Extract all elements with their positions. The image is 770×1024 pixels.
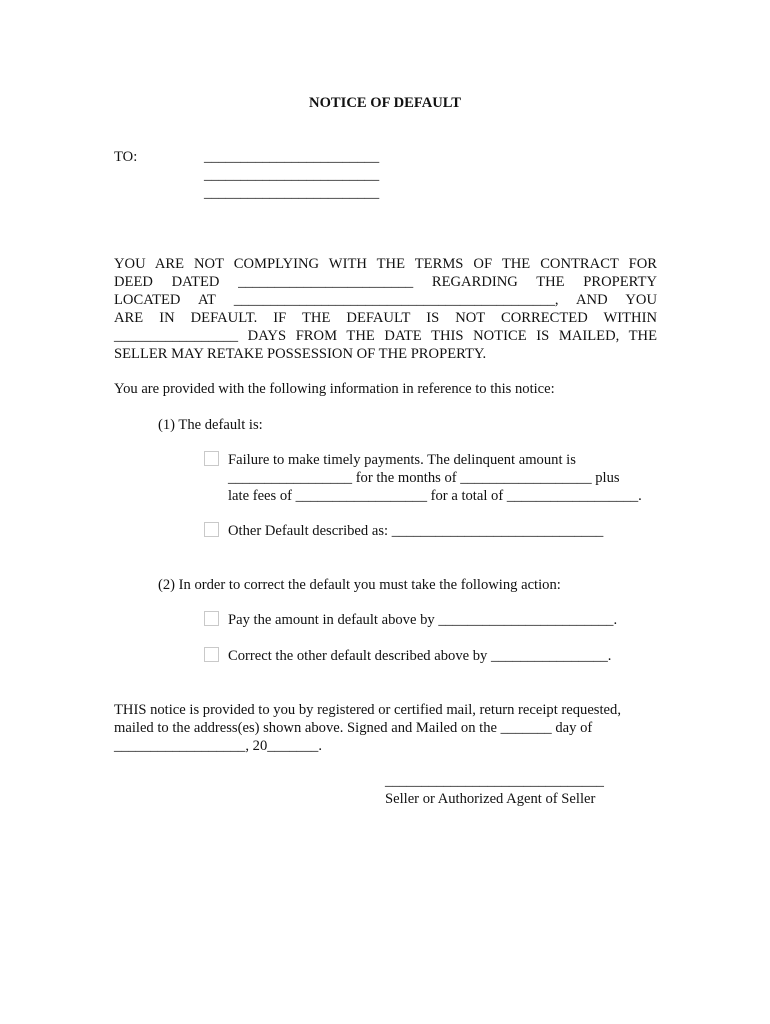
- pay-amount-checkbox[interactable]: [204, 611, 219, 626]
- payments-default-checkbox[interactable]: [204, 451, 219, 466]
- payments-default-line: late fees of __________________ for a total of __________________.: [228, 488, 642, 504]
- closing-paragraph: [114, 701, 674, 755]
- closing-line: mailed to the address(es) shown above. Signed and Mailed on the _______ day of: [114, 720, 593, 736]
- pay-amount-option: Pay the amount in default above by ________________________.: [228, 612, 618, 628]
- document-title: NOTICE OF DEFAULT: [309, 95, 461, 111]
- to-label: TO:: [114, 149, 138, 165]
- payments-default-line: _________________ for the months of __________________ plus: [228, 470, 620, 486]
- to-address-lines: [204, 148, 379, 202]
- to-address-line-1[interactable]: ________________________: [204, 149, 380, 165]
- main-paragraph-line: DEED DATED ________________________ REGARDING THE PROPERTY: [114, 274, 657, 290]
- info-intro: You are provided with the following information in reference to this notice:: [114, 381, 555, 397]
- to-address-line-3[interactable]: ________________________: [204, 185, 380, 201]
- payments-default-option: [228, 451, 642, 505]
- main-paragraph-line: LOCATED AT ____________________________________________, AND YOU: [114, 292, 657, 308]
- payments-default-line: Failure to make timely payments. The delinquent amount is: [228, 452, 576, 468]
- main-paragraph-line: ARE IN DEFAULT. IF THE DEFAULT IS NOT CORRECTED WITHIN: [114, 310, 657, 326]
- correct-default-option: Correct the other default described above by ________________.: [228, 648, 612, 664]
- other-default-checkbox[interactable]: [204, 522, 219, 537]
- signature-label: Seller or Authorized Agent of Seller: [385, 791, 596, 807]
- correct-default-checkbox[interactable]: [204, 647, 219, 662]
- closing-line: __________________, 20_______.: [114, 738, 322, 754]
- signature-line[interactable]: ______________________________: [385, 773, 604, 789]
- main-paragraph-line: SELLER MAY RETAKE POSSESSION OF THE PROPERTY.: [114, 346, 487, 362]
- to-address-line-2[interactable]: ________________________: [204, 167, 380, 183]
- main-paragraph: [114, 255, 657, 363]
- other-default-option: Other Default described as: _____________________________: [228, 523, 604, 539]
- closing-line: THIS notice is provided to you by registered or certified mail, return receipt requested,: [114, 702, 621, 718]
- main-paragraph-line: _________________ DAYS FROM THE DATE THIS NOTICE IS MAILED, THE: [114, 328, 657, 344]
- main-paragraph-line: YOU ARE NOT COMPLYING WITH THE TERMS OF THE CONTRACT FOR: [114, 256, 657, 272]
- section1-heading: (1) The default is:: [158, 417, 263, 433]
- section2-heading: (2) In order to correct the default you must take the following action:: [158, 577, 561, 593]
